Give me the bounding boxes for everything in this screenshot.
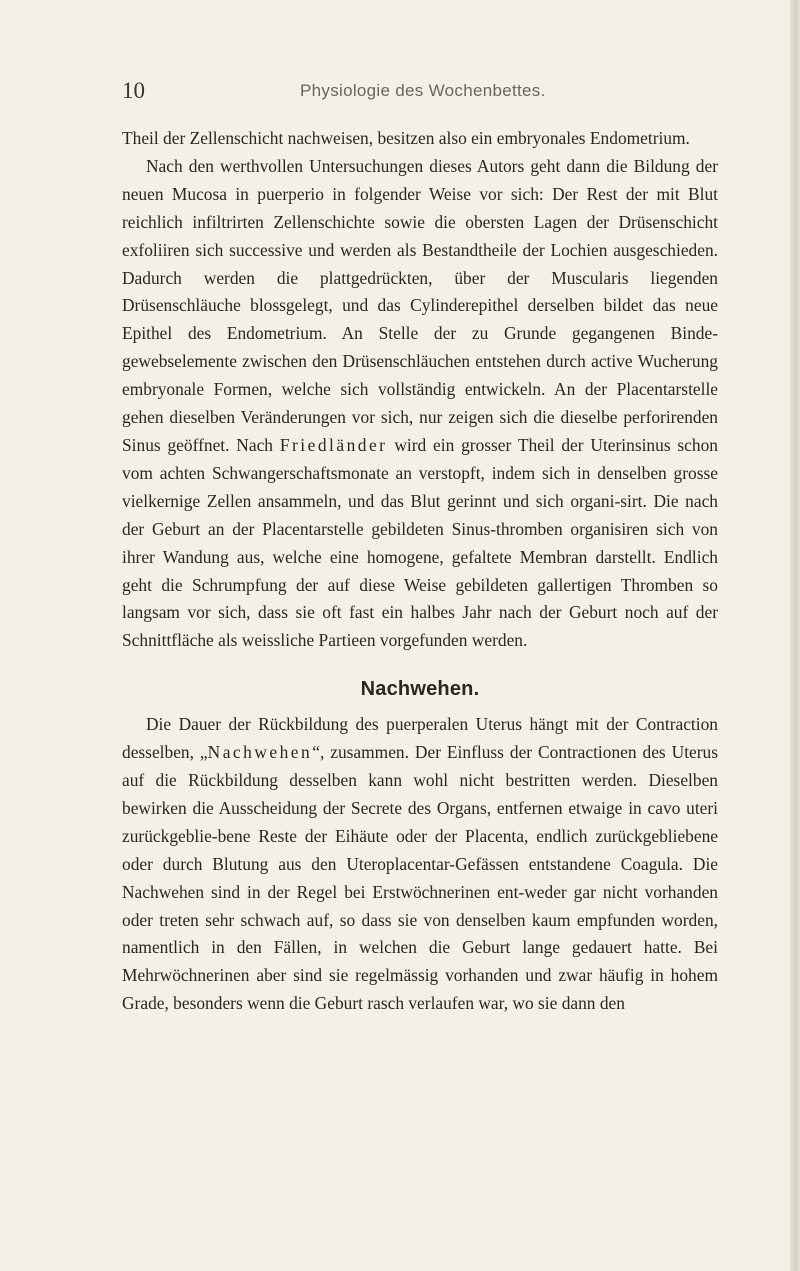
paragraph-2: [122, 153, 718, 655]
page-edge-shadow: [790, 0, 800, 1271]
paragraph-3: [122, 711, 718, 1018]
author-friedlaender: Friedländer: [279, 434, 388, 455]
section-heading: Nachwehen.: [360, 678, 480, 701]
paragraph-3-end: “, zusammen. Der Einfluss der Contractionen des Uterus auf die Rückbildung desselben kann wohl nicht bestritten werden. Dieselben bewirken die Ausscheidung der Secrete des Organs, entfernen etwaige in cavo uteri zurückgeblie-bene Reste der Eihäute oder der Placenta, endlich zurückgebliebene oder durch Blutung aus den Uteroplacentar-Gefässen entstandene Coagula. Die Nachwehen sind in der Regel bei Erstwöchnerinen ent-weder gar nicht vorhanden oder treten sehr schwach auf, so dass sie von denselben kaum empfunden worden, namentlich in den Fällen, in welchen die Geburt lange gedauert hatte. Bei Mehrwöchnerinen aber sind sie regelmässig vorhanden und zwar häufig in hohem Grade, besonders wenn die Geburt rasch verlaufen war, wo sie dann den: [122, 742, 719, 1014]
term-nachwehen: Nachwehen: [207, 742, 313, 763]
running-title: Physiologie des Wochenbettes.: [300, 81, 546, 100]
page-number: 10: [122, 78, 145, 103]
paragraph-2-start: Nach den werthvollen Untersuchungen dieses Autors geht dann die Bildung der neuen Mucosa in puerperio in folgender Weise vor sich: Der Rest der mit Blut reichlich infiltrirten Zellenschichte sowie die obersten Lagen der Drüsenschicht exfoliiren sich successive und werden als Bestandtheile der Lochien ausgeschieden. Dadurch werden die plattgedrückten, über der Muscularis liegenden Drüsenschläuche blossgelegt, und das Cylinderepithel derselben bildet das neue Epithel des Endometrium. An Stelle der zu Grunde gegangenen Binde-gewebselemente zwischen den Drüsenschläuchen entstehen durch active Wucherung embryonale Formen, welche sich vollständig entwickeln. An der Placentarstelle gehen dieselben Veränderungen vor sich, nur zeigen sich die dieselbe perforirenden Sinus geöffnet. Nach: [122, 155, 718, 455]
paragraph-2-end: wird ein grosser Theil der Uterinsinus schon vom achten Schwangerschaftsmonate an verstopft, indem sich in denselben grosse vielkernige Zellen ansammeln, und das Blut gerinnt und sich organi-sirt. Die nach der Geburt an der Placentarstelle gebildeten Sinus-thromben organisiren sich von ihrer Wandung aus, welche eine homogene, gefaltete Membran darstellt. Endlich geht die Schrumpfung der auf diese Weise gebildeten gallertigen Thromben so langsam vor sich, dass sie oft fast ein halbes Jahr nach der Geburt noch auf der Schnittfläche als weissliche Partieen vorgefunden werden.: [122, 434, 718, 651]
page-header: [122, 78, 720, 108]
paragraph-3-start: Die Dauer der Rückbildung des puerperalen Uterus hängt mit der Contraction desselben, „: [122, 714, 718, 763]
body-text: [122, 125, 718, 1018]
paragraph-1: Theil der Zellenschicht nachweisen, besitzen also ein embryonales Endometrium.: [122, 128, 690, 148]
